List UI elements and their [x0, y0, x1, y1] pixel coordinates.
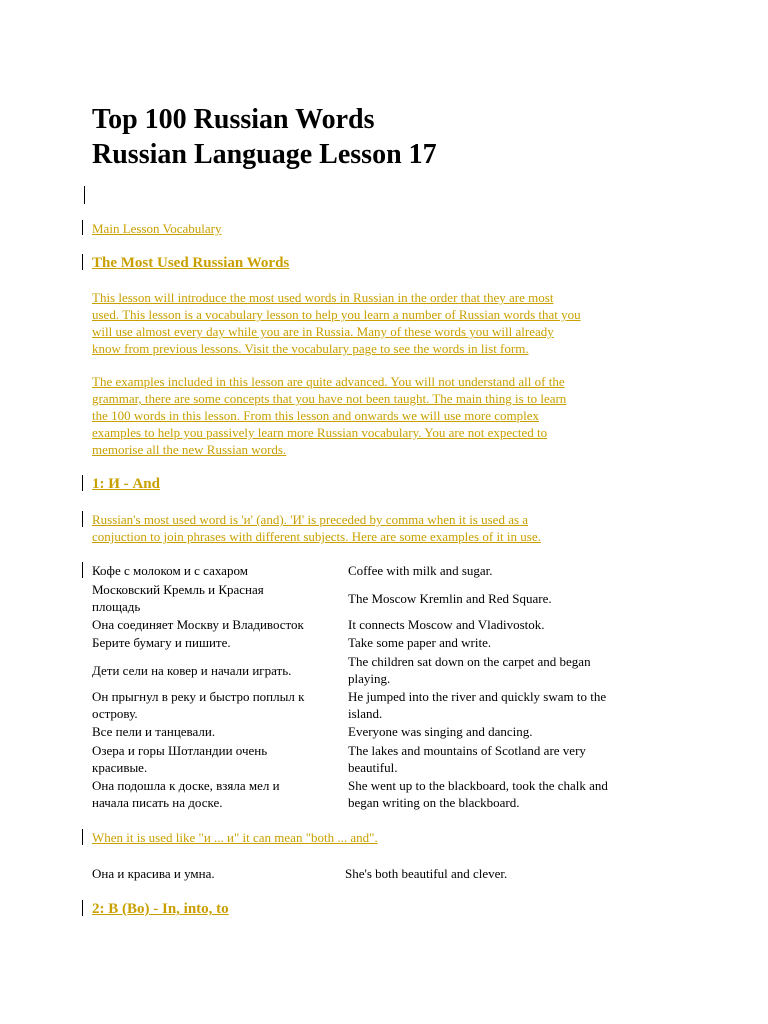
text-cursor-bar	[82, 562, 83, 578]
english-translation	[348, 590, 668, 607]
example-line: playing.	[348, 671, 391, 686]
paragraph-line: used. This lesson is a vocabulary lesson to help you learn a number of Russian words that you	[92, 307, 581, 322]
example-line: Coffee with milk and sugar.	[348, 563, 493, 578]
example-line: She's both beautiful and clever.	[345, 866, 508, 881]
paragraph-line: memorise all the new Russian words.	[92, 442, 287, 457]
english-translation	[348, 742, 668, 776]
paragraph-line: conjuction to join phrases with different subjects. Here are some examples of it in use.	[92, 529, 541, 544]
margin-bar	[82, 475, 83, 491]
example-line: It connects Moscow and Vladivostok.	[348, 617, 545, 632]
english-translation	[348, 723, 668, 740]
english-translation	[348, 688, 668, 722]
example-line: The Moscow Kremlin and Red Square.	[348, 591, 552, 606]
example-line: The lakes and mountains of Scotland are very	[348, 743, 586, 758]
paragraph-line: the 100 words in this lesson. From this lesson and onwards we will use more complex	[92, 408, 540, 423]
example-line: Берите бумагу и пишите.	[92, 635, 231, 650]
intro-paragraph-1	[92, 289, 682, 357]
paragraph-line: Russian's most used word is 'и' (and). 'И' is preceded by comma when it is used as a	[92, 512, 529, 527]
example-line: beautiful.	[348, 760, 398, 775]
margin-bar	[82, 511, 83, 527]
example-line: Everyone was singing and dancing.	[348, 724, 533, 739]
example-line: Take some paper and write.	[348, 635, 492, 650]
russian-example	[92, 723, 342, 740]
paragraph-line: When it is used like "и ... и" it can mean "both ... and".	[92, 830, 378, 845]
margin-bar	[82, 220, 83, 235]
example-line: начала писать на доске.	[92, 795, 223, 810]
russian-example	[92, 616, 342, 633]
word1-note	[92, 511, 682, 545]
example-line: island.	[348, 706, 383, 721]
margin-bar	[82, 900, 83, 916]
english-translation	[348, 616, 668, 633]
paragraph-line: examples to help you passively learn more Russian vocabulary. You are not expected to	[92, 425, 548, 440]
paragraph-line: This lesson will introduce the most used words in Russian in the order that they are most	[92, 290, 554, 305]
example-line: He jumped into the river and quickly swam to the	[348, 689, 607, 704]
english-translation	[348, 777, 668, 811]
example-line: She went up to the blackboard, took the chalk and	[348, 778, 608, 793]
russian-example	[92, 742, 342, 776]
text-cursor-bar	[84, 186, 85, 204]
russian-example	[92, 865, 342, 882]
paragraph-line: grammar, there are some concepts that you have not been taught. The main thing is to learn	[92, 391, 567, 406]
example-line: began writing on the blackboard.	[348, 795, 520, 810]
english-translation	[348, 653, 668, 687]
example-line: Все пели и танцевали.	[92, 724, 216, 739]
example-line: The children sat down on the carpet and began	[348, 654, 591, 669]
russian-example	[92, 562, 342, 579]
example-line: Кофе с молоком и с сахаром	[92, 563, 248, 578]
title-line-2: Russian Language Lesson 17	[92, 139, 437, 170]
margin-bar	[82, 829, 83, 845]
russian-example	[92, 581, 342, 615]
margin-bar	[82, 254, 83, 270]
example-line: острову.	[92, 706, 138, 721]
russian-example	[92, 662, 342, 679]
example-line: красивые.	[92, 760, 148, 775]
paragraph-line: The examples included in this lesson are quite advanced. You will not understand all of the	[92, 374, 565, 389]
english-translation	[348, 562, 668, 579]
word2-heading: 2: В (Во) - In, into, to	[92, 901, 229, 917]
both-and-note	[92, 829, 682, 846]
english-translation	[348, 634, 668, 651]
example-line: Московский Кремль и Красная	[92, 582, 264, 597]
russian-example	[92, 688, 342, 722]
english-translation	[345, 865, 665, 882]
example-line: Она подошла к доске, взяла мел и	[92, 778, 280, 793]
title-line-1: Top 100 Russian Words	[92, 104, 375, 135]
main-lesson-vocabulary-link[interactable]: Main Lesson Vocabulary	[92, 221, 222, 236]
paragraph-line: know from previous lessons. Visit the vocabulary page to see the words in list form.	[92, 341, 529, 356]
example-line: Она и красива и умна.	[92, 866, 215, 881]
section-heading: The Most Used Russian Words	[92, 255, 290, 271]
example-line: Дети сели на ковер и начали играть.	[92, 663, 292, 678]
russian-example	[92, 777, 342, 811]
example-line: Озера и горы Шотландии очень	[92, 743, 268, 758]
word1-heading: 1: И - And	[92, 476, 160, 492]
example-line: Она соединяет Москву и Владивосток	[92, 617, 304, 632]
intro-paragraph-2	[92, 373, 682, 458]
example-line: площадь	[92, 599, 141, 614]
paragraph-line: will use almost every day while you are in Russia. Many of these words you will already	[92, 324, 554, 339]
example-line: Он прыгнул в реку и быстро поплыл к	[92, 689, 305, 704]
russian-example	[92, 634, 342, 651]
